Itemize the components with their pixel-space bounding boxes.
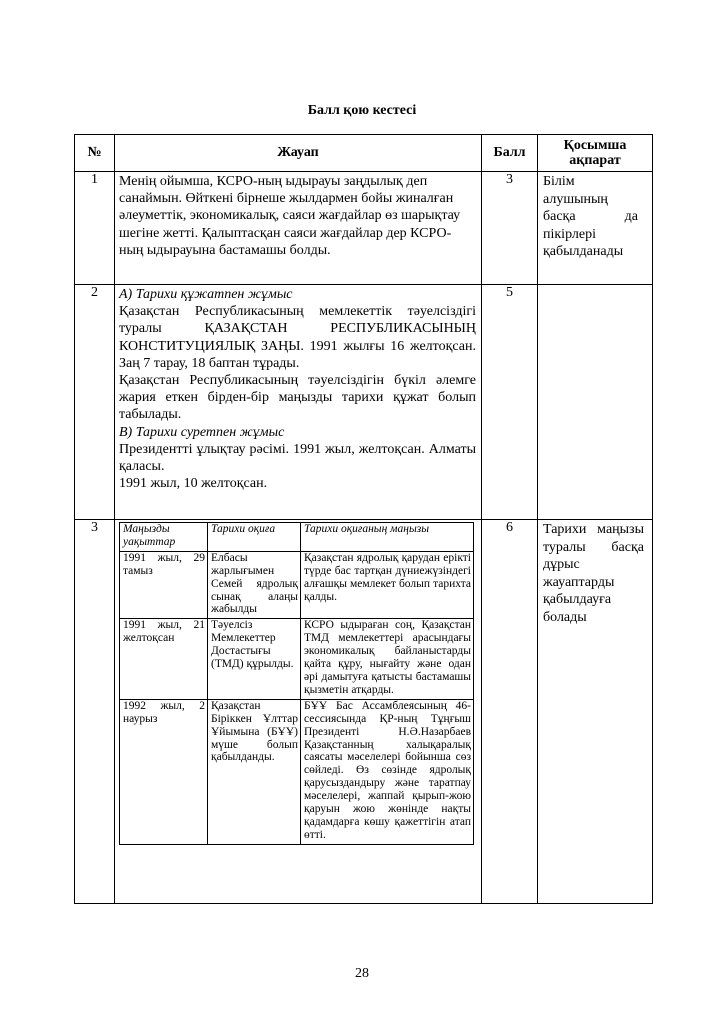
row-number: 3: [75, 520, 115, 904]
header-answer: Жауап: [115, 135, 482, 172]
score-cell: 6: [482, 520, 538, 904]
row-number: 2: [75, 285, 115, 520]
additional-text: Білім алушының басқа да пікірлері қабылданады: [543, 174, 638, 259]
answer-text: Қазақстан Республикасының мемлекеттік тәуелсіздігі туралы ҚАЗАҚСТАН РЕСПУБЛИКАСЫНЫҢ КОНСТИТУЦИЯЛЫҚ ЗАҢЫ. 1991 жылғы 16 желтоқсан.: [119, 304, 476, 354]
event-date: 1991 жыл, 21 желтоқсан: [120, 619, 208, 699]
additional-text: [538, 285, 652, 286]
section-heading: В) Тарихи суретпен жұмыс: [119, 424, 285, 440]
scoring-table: [74, 134, 653, 904]
table-row: [75, 285, 653, 520]
page-number: 28: [355, 966, 369, 981]
additional-text: Тарихи маңызы туралы басқа дұрыс жауаптарды қабылдауға болады: [543, 522, 644, 625]
event-significance: КСРО ыдыраған соң, Қазақстан ТМД мемлекеттері арасындағы экономикалық байланыстарды қайта құру, нығайту және одан әрі дамытуға қатысты бастамашы қызметін атқарды.: [301, 619, 474, 699]
answer-text: Қазақстан Республикасының тәуелсіздігін бүкіл әлемге жария еткен бірден-бір маңызды тарихи құжат болып табылады.: [119, 373, 476, 423]
answer-cell: [115, 285, 482, 520]
event-name: Елбасы жарлығымен Семей ядролық сынақ алаңы жабылды: [208, 551, 301, 619]
events-header-row: [120, 523, 474, 552]
answer-text: Президентті ұлықтау рәсімі. 1991 жыл, желтоқсан. Алматы қаласы.: [119, 441, 476, 475]
events-row: [120, 699, 474, 844]
events-header: Маңызды уақыттар: [120, 523, 208, 552]
answer-cell: [115, 172, 482, 285]
additional-cell: [538, 520, 653, 904]
header-row: [75, 135, 653, 172]
answer-text: Заң 7 тарау, 18 баптан тұрады.: [119, 355, 300, 371]
event-significance: Қазақстан ядролық қарудан ерікті түрде бас тартқан дүниежүзіндегі алғашқы мемлекет болып тарихта қалды.: [301, 551, 474, 619]
answer-text: Менің ойымша, КСРО-ның ыдырауы заңдылық деп санаймын. Өйткені бірнеше жылдармен бойы жиналған әлеуметтік, экономикалық, саяси жағдайлар өз шарықтау шегіне жетті. Қалыптасқан саяси жағдайлар дер КСРО-ның ыдырауына бастамашы болды.: [119, 174, 461, 258]
score-cell: 5: [482, 285, 538, 520]
header-score: Балл: [482, 135, 538, 172]
page-title: Балл қою кестесі: [307, 103, 417, 118]
event-significance: БҰҰ Бас Ассамблеясының 46-сессиясында ҚР-ның Тұңғыш Президенті Н.Ә.Назарбаев Қазақстанның халықаралық саясаты мәселелері бойынша сөз сөйледі. Өз сөзінде ядролық қарусыздандыру және таратпау мәселелері, жаппай қырып-жою қаруын жою жөнінде нақты қадамдарға көшу қажеттігін атап өтті.: [301, 699, 474, 844]
events-header: Тарихи оқиға: [208, 523, 301, 552]
section-heading: А) Тарихи құжатпен жұмыс: [119, 287, 293, 302]
events-row: [120, 619, 474, 699]
event-name: Тәуелсіз Мемлекеттер Достастығы (ТМД) құрылды.: [208, 619, 301, 699]
header-additional: Қосымша ақпарат: [538, 135, 653, 172]
header-num: №: [75, 135, 115, 172]
additional-cell: [538, 285, 653, 520]
events-table: [119, 522, 474, 845]
events-header: Тарихи оқиғаның маңызы: [301, 523, 474, 552]
answer-cell: [115, 520, 482, 904]
additional-cell: [538, 172, 653, 285]
answer-text: 1991 жыл, 10 желтоқсан.: [119, 476, 268, 492]
row-number: 1: [75, 172, 115, 285]
event-name: Қазақстан Біріккен Ұлттар Ұйымына (БҰҰ) мүше болып қабылданды.: [208, 699, 301, 844]
event-date: 1992 жыл, 2 наурыз: [120, 699, 208, 844]
events-row: [120, 551, 474, 619]
score-cell: 3: [482, 172, 538, 285]
table-row: [75, 172, 653, 285]
event-date: 1991 жыл, 29 тамыз: [120, 551, 208, 619]
table-row: [75, 520, 653, 904]
